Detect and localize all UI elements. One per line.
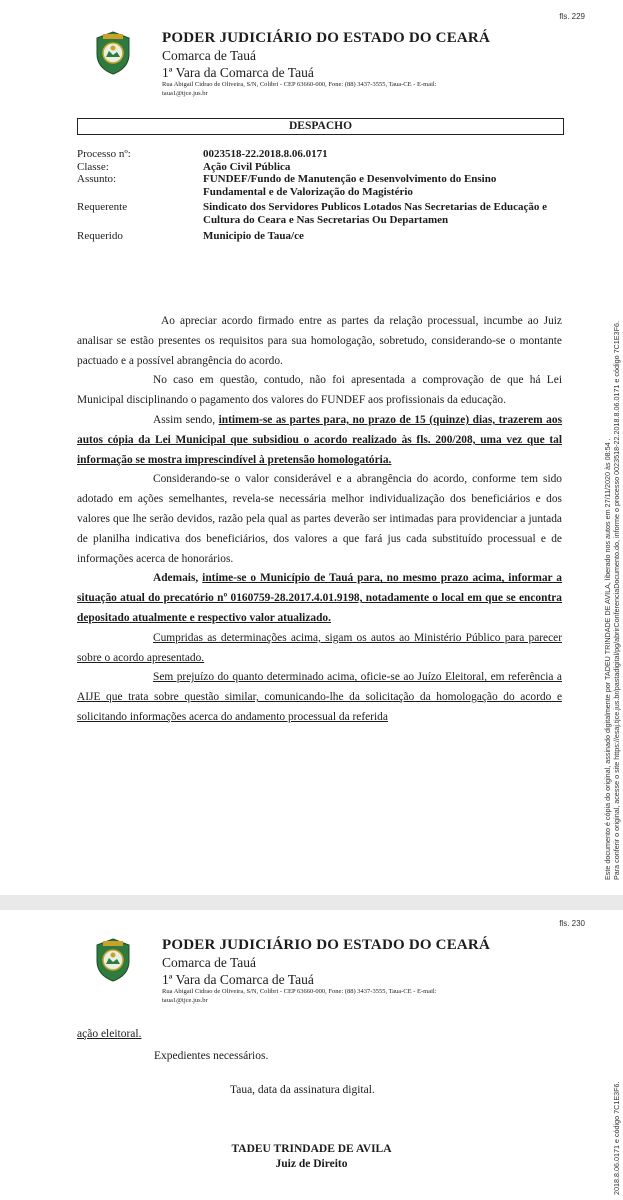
verification-note-line: 2018.8.06.0171 e código 7C1E3F6. bbox=[612, 1081, 621, 1195]
paragraph-homologation: Ao apreciar acordo firmado entre as partes da relação processual, incumbe ao Juiz analisar se estão presentes os requisitos para sua homologação, sobretudo, considerando-se o montante pactuado e a possível abrangência do acordo. bbox=[77, 315, 562, 367]
folio-number: fls. 229 bbox=[559, 12, 585, 21]
case-info-label: Assunto: bbox=[77, 173, 117, 186]
case-info-value: Ação Civil Pública bbox=[203, 160, 291, 173]
case-info-table bbox=[77, 148, 562, 242]
vara-name: 1ª Vara da Comarca de Tauá bbox=[162, 972, 314, 987]
court-name: PODER JUDICIÁRIO DO ESTADO DO CEARÁ bbox=[162, 937, 490, 953]
case-info-row bbox=[77, 161, 562, 174]
paragraph-precatorio bbox=[77, 569, 562, 628]
case-info-label: Classe: bbox=[77, 160, 109, 173]
paragraph-intimation bbox=[77, 411, 562, 470]
paragraph-lead: Assim sendo, bbox=[153, 413, 219, 426]
comarca-name: Comarca de Tauá bbox=[162, 48, 257, 63]
place-date-text: Taua, data da assinatura digital. bbox=[230, 1084, 375, 1096]
closing-text: Expedientes necessários. bbox=[154, 1050, 269, 1062]
court-address: Rua Abigail Cidrao de Oliveira, S/N, Colibri - CEP 63660-000, Fone: (88) 3437-3555, Taua-CE - E-mail: bbox=[162, 81, 437, 88]
case-info-row bbox=[77, 227, 562, 243]
case-info-row bbox=[77, 198, 562, 226]
folio-number: fls. 230 bbox=[559, 919, 585, 928]
case-info-label: Requerido bbox=[77, 229, 123, 242]
paragraph-juizo-eleitoral: Sem prejuízo do quanto determinado acima, oficie-se ao Juízo Eleitoral, em referência a AIJE que trata sobre questão similar, comunicando-lhe da solicitação da homologação do acordo e solicitando informações acerca do andamento processual da referida bbox=[77, 671, 562, 723]
case-info-label: Processo nº: bbox=[77, 148, 131, 160]
case-info-value: 0023518-22.2018.8.06.0171 bbox=[203, 148, 328, 160]
paragraph-ministerio-publico: Cumpridas as determinações acima, sigam os autos ao Ministério Público para parecer sobre o acordo apresentado. bbox=[77, 631, 562, 664]
paragraph-lead: Ademais, bbox=[153, 572, 203, 585]
court-email: taua1@tjce.jus.br bbox=[162, 996, 208, 1004]
case-info-value: Municipio de Taua/ce bbox=[203, 229, 304, 242]
signer-name: TADEU TRINDADE DE AVILA bbox=[231, 1143, 392, 1155]
case-info-value: FUNDEF/Fundo de Manutenção e Desenvolvimento do Ensino Fundamental e de Valorização do Magistério bbox=[203, 173, 497, 198]
page-separator bbox=[0, 895, 623, 910]
court-header bbox=[162, 936, 490, 1005]
verification-note-line: Para conferir o original, acesse o site https://esaj.tjce.jus.br/pastadigital/pg/abrirConferenciaDocumento.do, informe o processo 0023518-22.2018.8.06.0171 e código 7C1E3F6. bbox=[612, 321, 621, 880]
vara-name: 1ª Vara da Comarca de Tauá bbox=[162, 65, 314, 80]
court-seal-icon bbox=[93, 937, 133, 983]
intimation-order: intimem-se as partes para, no prazo de 15 (quinze) dias, trazerem aos autos cópia da Lei Municipal que subsidiou o acordo realizado às fls. 200/208, uma vez que tal informação se mostra imprescindível à pretensão homologatória. bbox=[77, 413, 563, 466]
court-email: taua1@tjce.jus.br bbox=[162, 89, 208, 97]
court-header bbox=[162, 29, 490, 98]
case-info-row bbox=[77, 148, 562, 161]
paragraph-beneficiaries: Considerando-se o valor considerável e a abrangência do acordo, conforme tem sido adotado em ações semelhantes, revela-se necessária melhor individualização dos beneficiários e dos valores que lhe serão devidos, razão pela qual as partes deverão ser intimadas para providenciar a juntada de planilha indicativa dos beneficiários, dos valores a que fará jus cada substituído processual e de informações acerca de honorários. bbox=[77, 473, 562, 565]
signature-note-line: Este documento é cópia do original, assinado digitalmente por TADEU TRINDADE DE AVILA, liberado nos autos em 27/11/2020 às 08:54 . bbox=[603, 438, 612, 880]
case-info-value: Sindicato dos Servidores Publicos Lotados Nas Secretarias de Educação e Cultura do Ceara e Nas Secretarias Ou Departamen bbox=[203, 201, 547, 226]
case-info-label: Requerente bbox=[77, 201, 128, 214]
paragraph-fundef: No caso em questão, contudo, não foi apresentada a comprovação de que há Lei Municipal disciplinando o pagamento dos valores do FUNDEF aos profissionais da educação. bbox=[77, 374, 562, 407]
case-info-row bbox=[77, 173, 562, 198]
document-page-2 bbox=[0, 910, 623, 1200]
comarca-name: Comarca de Tauá bbox=[162, 955, 257, 970]
digital-signature-note bbox=[612, 1030, 621, 1195]
continuation-text: ação eleitoral. bbox=[77, 1028, 142, 1040]
court-address: Rua Abigail Cidrao de Oliveira, S/N, Colibri - CEP 63660-000, Fone: (88) 3437-3555, Taua-CE - E-mail: bbox=[162, 988, 437, 995]
precatorio-order: intime-se o Município de Tauá para, no mesmo prazo acima, informar a situação atual do precatório nº 0160759-28.2017.4.01.9198, notadamente o local em que se encontra depositado atualmente e respectivo valor atualizado. bbox=[77, 572, 562, 624]
despacho-body bbox=[77, 312, 562, 728]
signer-role: Juiz de Direito bbox=[275, 1158, 348, 1170]
court-seal-icon bbox=[93, 30, 133, 76]
court-name: PODER JUDICIÁRIO DO ESTADO DO CEARÁ bbox=[162, 30, 490, 46]
document-title: DESPACHO bbox=[77, 118, 564, 135]
digital-signature-note bbox=[603, 150, 621, 880]
